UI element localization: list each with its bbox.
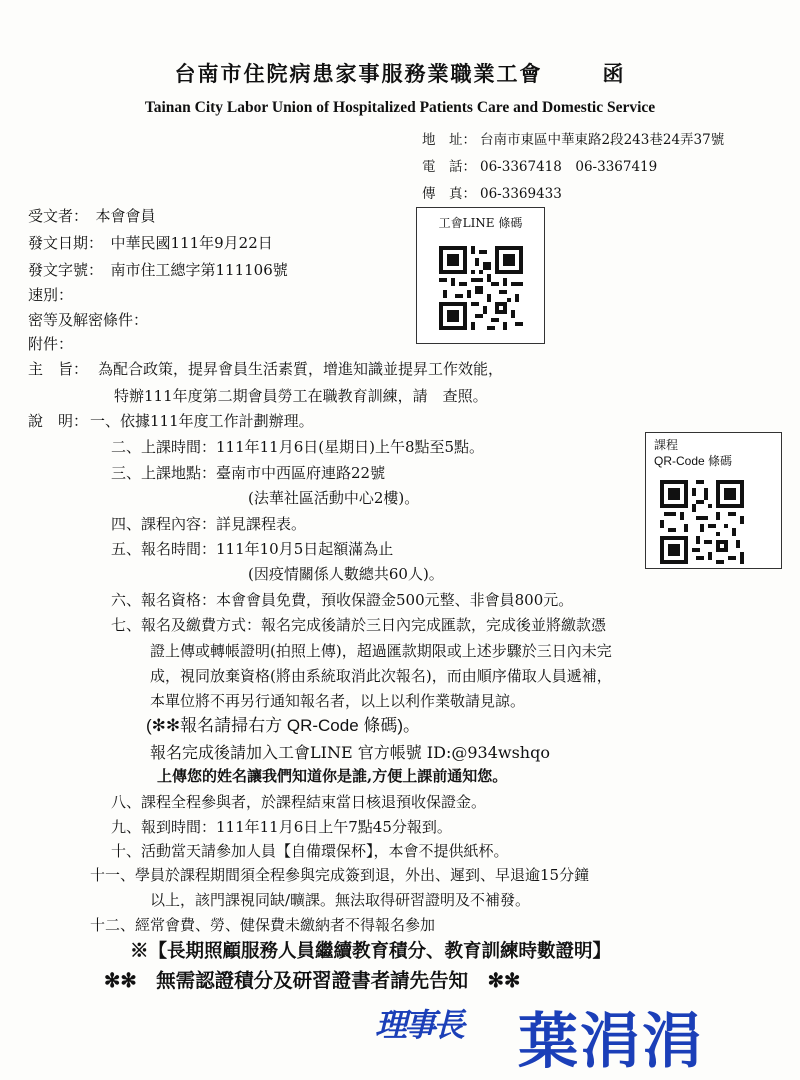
explanation-item-7-line-1: 七、報名及繳費方式：報名完成後請於三日內完成匯款，完成後並將繳款憑 — [111, 616, 607, 634]
subject-line-2: 特辦111年度第二期會員勞工在職教育訓練，請 查照。 — [114, 387, 488, 405]
issue-date: 發文日期： 中華民國111年9月22日 — [28, 234, 273, 252]
course-qr-caption-2: QR-Code 條碼 — [654, 454, 733, 468]
phone-line — [422, 155, 657, 175]
line-qr-caption: 工會LINE 條碼 — [438, 216, 523, 230]
explanation-item-6: 六、報名資格：本會會員免費，預收保證金500元整、非會員800元。 — [111, 591, 574, 609]
phone-label: 電 話： — [422, 159, 476, 175]
document-number: 發文字號： 南市住工總字第111106號 — [28, 261, 288, 279]
course-qr-box — [645, 432, 782, 569]
subject-line-1: 為配合政策，提昇會員生活素質，增進知識並提昇工作效能， — [98, 360, 504, 378]
note-no-certificate: ✻✻ 無需認證積分及研習證書者請先告知 ✻✻ — [104, 969, 521, 992]
explanation-item-2: 二、上課時間：111年11月6日(星期日)上午8點至5點。 — [111, 438, 485, 456]
explanation-label: 說 明： — [28, 412, 89, 430]
explanation-item-3: 三、上課地點：臺南市中西區府連路22號 — [111, 464, 386, 482]
fax-value: 06-3369433 — [480, 186, 562, 202]
address-label: 地 址： — [422, 132, 476, 148]
explanation-item-7-line-id: 報名完成後請加入工會LINE 官方帳號 ID:@934wshqo — [150, 743, 550, 762]
line-qr-box — [416, 207, 545, 344]
attachment: 附件： — [28, 335, 74, 353]
explanation-item-5-note: (因疫情關係人數總共60人)。 — [248, 565, 444, 583]
chairman-title: 理事長 — [375, 1006, 463, 1044]
speed-class: 速別： — [28, 286, 74, 304]
explanation-item-3-venue: (法華社區活動中心2樓)。 — [248, 489, 420, 507]
explanation-item-7-notice: 上傳您的姓名讓我們知道你是誰,方便上課前通知您。 — [157, 767, 508, 785]
explanation-item-1: 一、依據111年度工作計劃辦理。 — [90, 412, 314, 430]
address-value: 台南市東區中華東路2段243巷24弄37號 — [480, 132, 725, 148]
fax-line — [422, 182, 562, 202]
recipient: 受文者： 本會會員 — [28, 207, 156, 225]
line-qr-code-icon[interactable] — [439, 246, 523, 330]
doc-type: 函 — [602, 61, 626, 86]
explanation-item-7-line-3: 成，視同放棄資格(將由系統取消此次報名)，而由順序備取人員遞補， — [150, 667, 612, 685]
chairman-name: 葉涓涓 — [518, 1007, 704, 1077]
explanation-item-9: 九、報到時間：111年11月6日上午7點45分報到。 — [111, 818, 452, 836]
explanation-item-10: 十、活動當天請參加人員【自備環保杯】，本會不提供紙杯。 — [111, 842, 509, 860]
explanation-item-11-line-2: 以上，該門課視同缺/曠課。無法取得研習證明及不補發。 — [150, 891, 531, 909]
explanation-item-7-line-4: 本單位將不再另行通知報名者，以上以利作業敬請見諒。 — [150, 692, 526, 710]
explanation-item-5: 五、報名時間：111年10月5日起額滿為止 — [111, 540, 394, 558]
explanation-item-11-line-1: 十一、學員於課程期間須全程參與完成簽到退，外出、遲到、早退逾15分鐘 — [90, 866, 590, 884]
course-qr-code-icon[interactable] — [660, 480, 744, 564]
explanation-item-4: 四、課程內容：詳見課程表。 — [111, 515, 307, 533]
phone-value: 06-3367418 06-3367419 — [480, 159, 658, 175]
explanation-item-8: 八、課程全程參與者，於課程結束當日核退預收保證金。 — [111, 793, 487, 811]
subject-label: 主 旨： — [28, 360, 89, 378]
address-line — [422, 128, 724, 148]
org-title — [0, 58, 800, 88]
explanation-item-7-qr-hint: (✻✻報名請掃右方 QR-Code 條碼)。 — [146, 716, 421, 735]
fax-label: 傳 真： — [422, 186, 476, 202]
note-training-certificate: ※【長期照顧服務人員繼續教育積分、教育訓練時數證明】 — [130, 941, 612, 962]
explanation-item-12: 十二、經常會費、勞、健保費未繳納者不得報名參加 — [90, 916, 436, 934]
course-qr-caption-1: 課程 — [654, 438, 679, 452]
secrecy-level: 密等及解密條件： — [28, 311, 149, 329]
org-name-english: Tainan City Labor Union of Hospitalized Patients Care and Domestic Service — [144, 99, 656, 116]
org-name: 台南市住院病患家事服務業職業工會 — [174, 61, 543, 86]
explanation-item-7-line-2: 證上傳或轉帳證明(拍照上傳)，超過匯款期限或上述步驟於三日內未完 — [150, 642, 612, 660]
